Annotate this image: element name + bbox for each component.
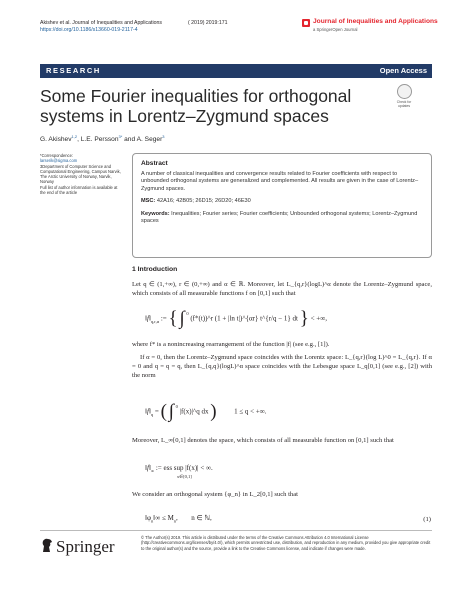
- equation-number: (1): [423, 516, 431, 523]
- license-text: © The Author(s) 2019. This article is distributed under the terms of the Creative Commons Attribution 4.0 International License (http://creativecommons.org/licenses/by/4.0/), which permits unrestricted use, distribution, and reproduction in any medium, provided you give appropriate credit to the original author(s) and the source, provide a link to the Creative Commons license, and indicate if changes were made.: [141, 535, 431, 551]
- paragraph: [132, 353, 432, 381]
- paragraph: Let q ∈ (1,+∞), r ∈ (0,+∞) and α ∈ ℝ. Moreover, let L_{q,r}(logL)^α denote the Lorentz–Zygmund space, which consists of all measurable functions f on [0,1] such that: [132, 281, 432, 298]
- eq-body: (f*(t))^r (1 + |ln t|)^{αr} t^{r/q − 1} dt: [190, 314, 298, 323]
- open-access-label: Open Access: [379, 66, 427, 75]
- journal-logo-icon: [302, 19, 310, 27]
- journal-name: Journal of Inequalities and Applications: [313, 18, 438, 25]
- footer-divider: [40, 530, 432, 531]
- eq-paren-open: (: [160, 401, 167, 422]
- author-name[interactable]: L.E. Persson: [80, 136, 119, 144]
- keywords-label: Keywords:: [141, 210, 170, 217]
- year-info: ( 2019) 2019:171: [188, 20, 228, 26]
- msc-row: [141, 198, 423, 205]
- springer-wordmark: Springer: [56, 537, 115, 556]
- citation-text: Akishev et al. Journal of Inequalities and Applications: [40, 20, 162, 26]
- correspondence-label: *Correspondence:: [40, 153, 73, 158]
- eq-limits: 0: [175, 403, 178, 409]
- check-for-updates-badge[interactable]: [393, 84, 415, 106]
- equation-norm-lorentz-zygmund: [145, 308, 327, 330]
- eq-body: ‖φ: [145, 514, 152, 522]
- author-name[interactable]: A. Seger: [136, 136, 163, 144]
- abstract-heading: Abstract: [141, 160, 168, 167]
- eq-sub: n: [151, 518, 154, 524]
- affiliation-text: 3Department of Computer Science and Computational Engineering, Campus Narvik, The Arctic University of Norway, Narvik, Norway: [40, 163, 121, 185]
- eq-sub: n: [173, 518, 177, 524]
- keywords-text: Inequalities; Fourier series; Fourier coefficients; Unbounded orthogonal systems; Lorentz–Zygmund spaces: [141, 210, 418, 225]
- abstract-text: A number of classical inequalities and convergence results related to Fourier coefficients with respect to unbounded orthogonal systems are generalized and complemented. All results are given in the case of Lorentz–Zygmund spaces.: [141, 171, 419, 192]
- eq-body: |f(x)|^q dx: [179, 407, 209, 416]
- springer-logo[interactable]: [40, 535, 134, 557]
- eq-sub: ∞: [150, 468, 155, 474]
- author-joiner: and: [122, 136, 137, 144]
- eq-sub: q,r,α: [150, 319, 160, 324]
- paragraph: where f* is a nonincreasing rearrangement of the function |f| (see e.g., [1]).: [132, 341, 330, 348]
- doi-link[interactable]: https://doi.org/10.1186/s13660-019-2117-4: [40, 27, 138, 33]
- msc-label: MSC:: [141, 198, 156, 205]
- running-header: [40, 20, 300, 34]
- springer-horse-icon: [40, 537, 54, 553]
- eq-under: x∈[0,1]: [177, 474, 192, 480]
- check-updates-icon: [397, 84, 412, 99]
- keywords-row: [141, 211, 423, 226]
- check-updates-label: Check for updates: [396, 100, 412, 108]
- eq-tail: n ∈ ℕ,: [191, 514, 212, 522]
- eq-sub: q: [150, 412, 154, 417]
- eq-def: := ess sup |f(x)| < ∞.: [155, 464, 213, 472]
- eq-lhs: ‖f‖: [145, 407, 151, 416]
- paragraph: Moreover, L_∞[0,1] denotes the space, which consists of all measurable function on [0,1] such that: [132, 437, 394, 444]
- section-heading: 1 Introduction: [132, 266, 178, 273]
- eq-paren-close: ): [210, 401, 217, 422]
- article-type-banner: [40, 64, 432, 78]
- abstract-box: [132, 153, 432, 258]
- eq-brace-open: {: [168, 308, 178, 329]
- article-title: Some Fourier inequalities for orthogonal systems in Lorentz–Zygmund spaces: [40, 86, 352, 126]
- eq-rest: ‖∞ ≤ M: [153, 514, 174, 522]
- eq-def: :=: [160, 314, 167, 323]
- eq-limits: 0: [186, 310, 189, 316]
- eq-def: =: [154, 407, 159, 416]
- paragraph: We consider an orthogonal system {φ_n} in L_2[0,1] such that: [132, 491, 298, 498]
- eq-lhs: ‖f‖: [145, 464, 151, 472]
- equation-norm-lebesgue: [145, 401, 267, 423]
- correspondence-notes: [40, 153, 122, 195]
- author-affil-sup: 1,2: [71, 134, 78, 139]
- eq-tail: < +∞,: [310, 314, 327, 323]
- paragraph-text: If α = 0, then the Lorentz–Zygmund space coincides with the Lorentz space: L_{q,r}(log L)^0 = L_{q,r}. If α = 0 and q = q = q, then L_{q,q}(logL)^α space coincides with the Lebesgue space L_q[0,1] (see e.g., [2]) with the norm: [132, 354, 432, 380]
- equation-norm-infinity: [145, 464, 213, 480]
- author-joiner: ,: [77, 136, 81, 144]
- equation-bounded-system: $‖\varphi_n‖\infty \le M_n$, n ∈ ℕ,: [145, 514, 212, 524]
- journal-subtitle: a SpringerOpen Journal: [313, 27, 358, 32]
- eq-integral: ∫: [179, 308, 185, 329]
- eq-brace-close: }: [299, 308, 309, 329]
- eq-tail: 1 ≤ q < +∞.: [234, 407, 267, 416]
- research-label: RESEARCH: [46, 66, 101, 75]
- author-name[interactable]: G. Akishev: [40, 136, 72, 144]
- author-affil-sup: 3: [162, 134, 165, 139]
- msc-codes: 42A16; 42B05; 26D15; 26D20; 46E30: [156, 198, 251, 205]
- author-affil-sup: 3*: [118, 134, 123, 139]
- journal-logo[interactable]: [302, 18, 438, 36]
- correspondence-email[interactable]: larserik@sigma.com: [40, 158, 78, 164]
- eq-integral: ∫: [168, 401, 174, 422]
- author-list: [40, 134, 165, 143]
- eq-lhs: ‖f‖: [145, 314, 151, 323]
- full-author-info-note: Full list of author information is available at the end of the article: [40, 184, 118, 196]
